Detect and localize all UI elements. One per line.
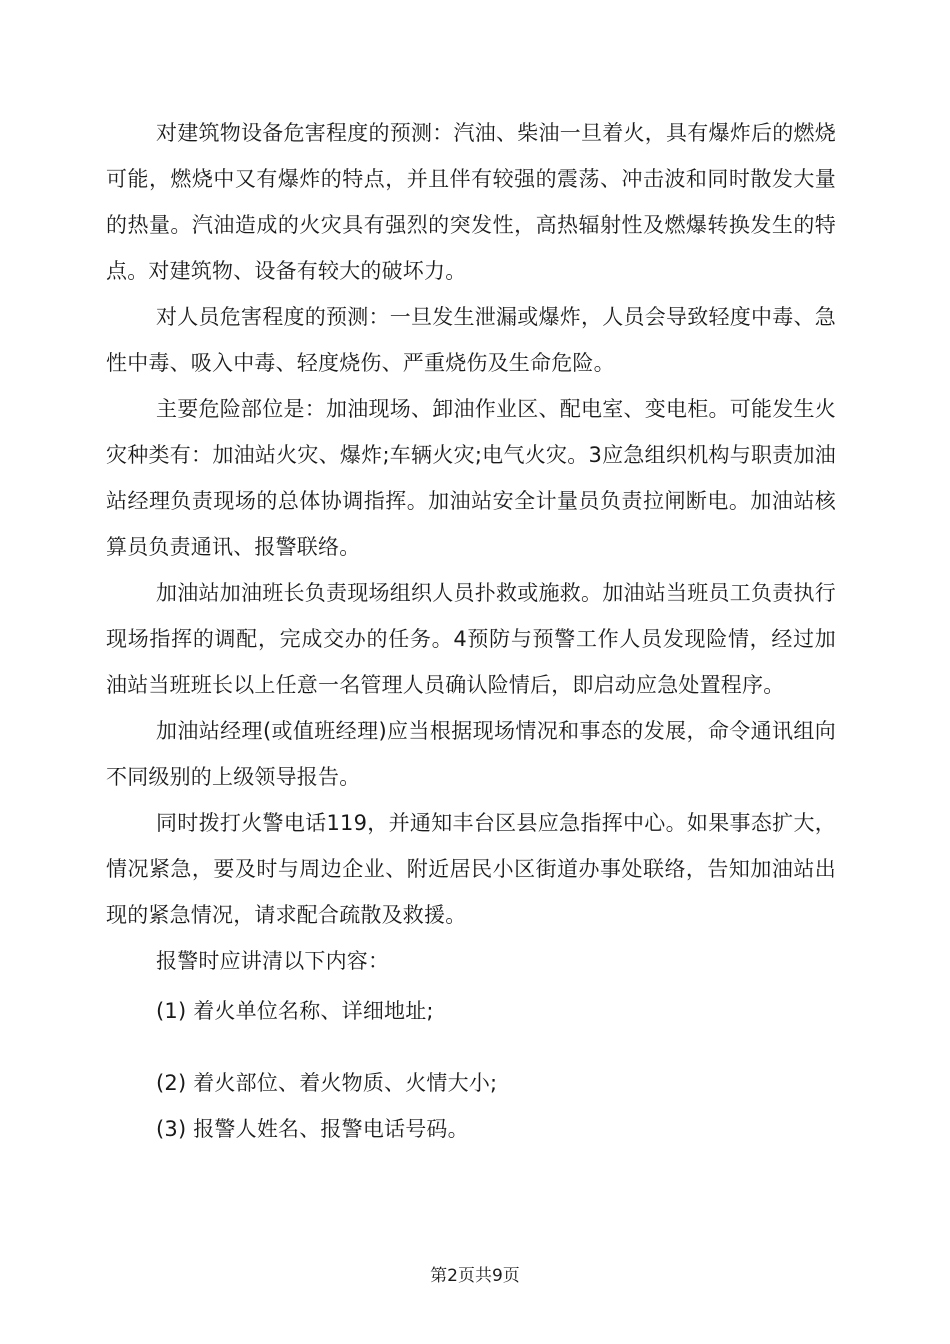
paragraph-personnel-hazard: 对人员危害程度的预测：一旦发生泄漏或爆炸，人员会导致轻度中毒、急性中毒、吸入中毒、轻度烧伤、严重烧伤及生命危险。	[106, 305, 836, 375]
page-number-footer: 第2页共9页	[430, 1266, 520, 1286]
paragraph-building-hazard: 对建筑物设备危害程度的预测：汽油、柴油一旦着火，具有爆炸后的燃烧可能，燃烧中又有爆炸的特点，并且伴有较强的震荡、冲击波和同时散发大量的热量。汽油造成的火灾具有强烈的突发性，高热辐射性及燃爆转换发生的特点。对建筑物、设备有较大的破坏力。	[106, 121, 836, 283]
list-item: (2) 着火部位、着火物质、火情大小;	[156, 1071, 498, 1095]
paragraph-alarm-content-intro: 报警时应讲清以下内容：	[156, 949, 390, 973]
paragraph-fire-alarm-call: 同时拨打火警电话119，并通知丰台区县应急指挥中心。如果事态扩大，情况紧急，要及时与周边企业、附近居民小区街道办事处联络，告知加油站出现的紧急情况，请求配合疏散及救援。	[106, 811, 836, 927]
document-body	[106, 110, 836, 1152]
list-item: (3) 报警人姓名、报警电话号码。	[156, 1117, 469, 1141]
paragraph-shift-leader: 加油站加油班长负责现场组织人员扑救或施救。加油站当班员工负责执行现场指挥的调配，完成交办的任务。4预防与预警工作人员发现险情，经过加油站当班班长以上任意一名管理人员确认险情后，即启动应急处置程序。	[106, 581, 836, 697]
list-item: (1) 着火单位名称、详细地址;	[156, 999, 434, 1023]
paragraph-danger-areas: 主要危险部位是：加油现场、卸油作业区、配电室、变电柜。可能发生火灾种类有：加油站火灾、爆炸;车辆火灾;电气火灾。3应急组织机构与职责加油站经理负责现场的总体协调指挥。加油站安全计量员负责拉闸断电。加油站核算员负责通讯、报警联络。	[106, 397, 836, 559]
paragraph-manager-report: 加油站经理(或值班经理)应当根据现场情况和事态的发展，命令通讯组向不同级别的上级领导报告。	[106, 719, 836, 789]
